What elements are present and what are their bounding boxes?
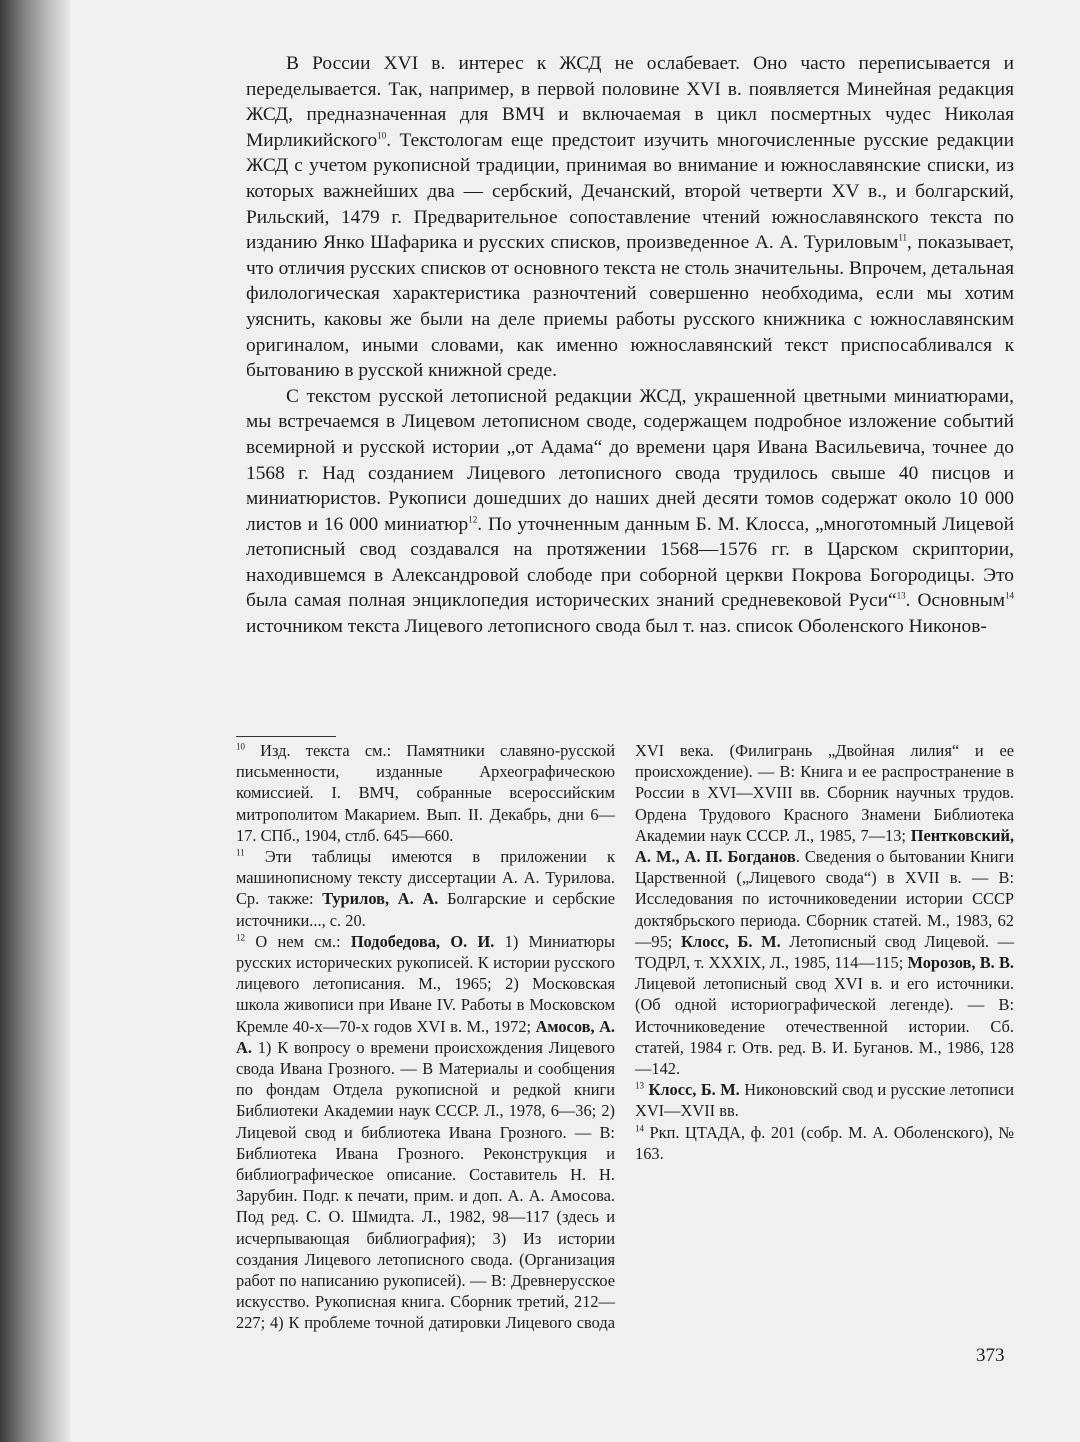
footnote-ref-14: 14 [1005, 591, 1014, 601]
paragraph-1: В России XVI в. интерес к ЖСД не ослабевает. Оно часто переписывается и переделывается. Так, например, в первой половине XVI в. появляется Минейная редакция ЖСД, предназначенная для ВМЧ и включаемая в цикл посмертных чудес Николая Мирликийского$^{10}$. Текстологам еще предстоит изучить многочисленные русские редакции ЖСД с учетом рукописной традиции, принимая во внимание и южнославянские списки, из которых важнейших два — сербский, Дечанский, второй четверти XV в., и болгарский, Рильский, 1479 г. Предварительное сопоставление чтений южнославянского текста по изданию Янко Шафарика и русских списков, произведенное А. А. Туриловым$^{11}$, показывает, что отличия русских списков от основного текста не столь значительны. Впрочем, детальная филологическая характеристика разночтений совершенно необходима, если мы хотим уяснить, каковы же были на деле приемы работы русского книжника с южнославянским оригиналом, иными словами, как именно южнославянский текст приспосабливался к бытованию в русской книжной среде. [246, 53, 1014, 382]
footnote-10: $^{10}$ Изд. текста см.: Памятники славяно-русской письменности, изданные Археографическою комиссией. I. ВМЧ, собранные всероссийским митрополитом Макарием. Вып. II. Декабрь, дни 6—17. СПб., 1904, стлб. 645—660. [236, 741, 615, 845]
main-text [246, 51, 1014, 640]
footnote-ref-10: 10 [377, 130, 387, 141]
page-number: 373 [976, 1345, 1005, 1366]
footnote-ref-12: 12 [468, 514, 478, 525]
footnote-14: $^{14}$ Ркп. ЦТАДА, ф. 201 (собр. М. А. Оболенского), № 163. [635, 1122, 1014, 1163]
footnote-11: $^{11}$ Эти таблицы имеются в приложении к машинописному тексту диссертации А. А. Турилова. Ср. также: Турилов, А. А. Болгарские и сербские источники..., с. 20. [236, 847, 616, 930]
footnote-13: $^{13}$ Клосс, Б. М. Никоновский свод и русские летописи XVI—XVII вв. [635, 1080, 1014, 1121]
footnote-ref-11: 11 [898, 232, 908, 243]
footnote-separator [236, 736, 336, 737]
paragraph-2: С текстом русской летописной редакции ЖСД, украшенной цветными миниатюрами, мы встречаемся в Лицевом летописном своде, содержащем подробное изложение событий всемирной и русской истории „от Адама“ до времени царя Ивана Васильевича, точнее до 1568 г. Над созданием Лицевого летописного свода трудилось свыше 40 писцов и миниатюристов. Рукописи дошедших до наших дней десяти томов содержат около 10 000 листов и 16 000 миниатюр$^{12}$. По уточненным данным Б. М. Клосса, „многотомный Лицевой летописный свод создавался на протяжении 1568—1576 гг. в Царском скриптории, находившемся в Александровой слободе при соборной церкви Покрова Богородицы. Это была самая полная энциклопедия исторических знаний средневековой Руси“$^{13}$. Основным$^{14}$ источником текста Лицевого летописного свода был т. наз. список Оболенского Никонов- [246, 385, 1014, 638]
book-gutter-shadow [0, 0, 70, 1442]
footnote-ref-13: 13 [896, 591, 906, 601]
footnotes [236, 740, 1014, 1340]
footnote-12: $^{12}$ О нем см.: Подобедова, О. И. 1) Миниатюры русских исторических рукописей. К истории русского лицевого летописания. М., 1965; 2) Московская школа живописи при Иване IV. Работы в Московском Кремле 40-х—70-х годов XVI в. М., 1972; Амосов, А. А. 1) К вопросу о времени происхождения Лицевого свода Ивана Грозного. — В Материалы и сообщения по фондам Отдела рукописной и редкой книги Библиотеки Академии наук СССР. Л., 1978, 6—36; 2) Лицевой свод и библиотека Ивана Грозного. — В: Библиотека Ивана Грозного. Реконструкция и библиографическое описание. Составитель Н. Н. Зарубин. Подг. к печати, прим. и доп. А. А. Амосова. Под ред. С. О. Шмидта. Л., 1982, 98—117 (здесь и исчерпывающая библиография); 3) Из истории создания Лицевого летописного свода. (Организация работ по написанию рукописей). — В: Древнерусское искусство. Рукописная книга. Сборник третий, 212—227; 4) К проблеме точной датировки Лицевого свода XVI века. (Филигрань „Двойная лилия“ и ее происхождение). — В: Книга и ее распространение в России в XVI—XVIII вв. Сборник научных трудов. Ордена Трудового Красного Знамени Библиотека Академии наук СССР. Л., 1985, 7—13; Пентковский, А. М., А. П. Богданов. Сведения о бытовании Книги Царственной („Лицевого свода“) в XVII в. — В: Исследования по источниковедении истории СССР доктябрьского периода. Сборник статей. М., 1983, 62—95; Клосс, Б. М. Летописный свод Лицевой. — ТОДРЛ, т. XXXIX, Л., 1985, 114—115; Морозов, В. В. Лицевой летописный свод XVI в. и его источники. (Об одной историографической легенде). — В: Источниковедение отечественной истории. Сб. статей, 1984 г. Отв. ред. В. И. Буганов. М., 1986, 128—142. [236, 741, 1015, 1333]
